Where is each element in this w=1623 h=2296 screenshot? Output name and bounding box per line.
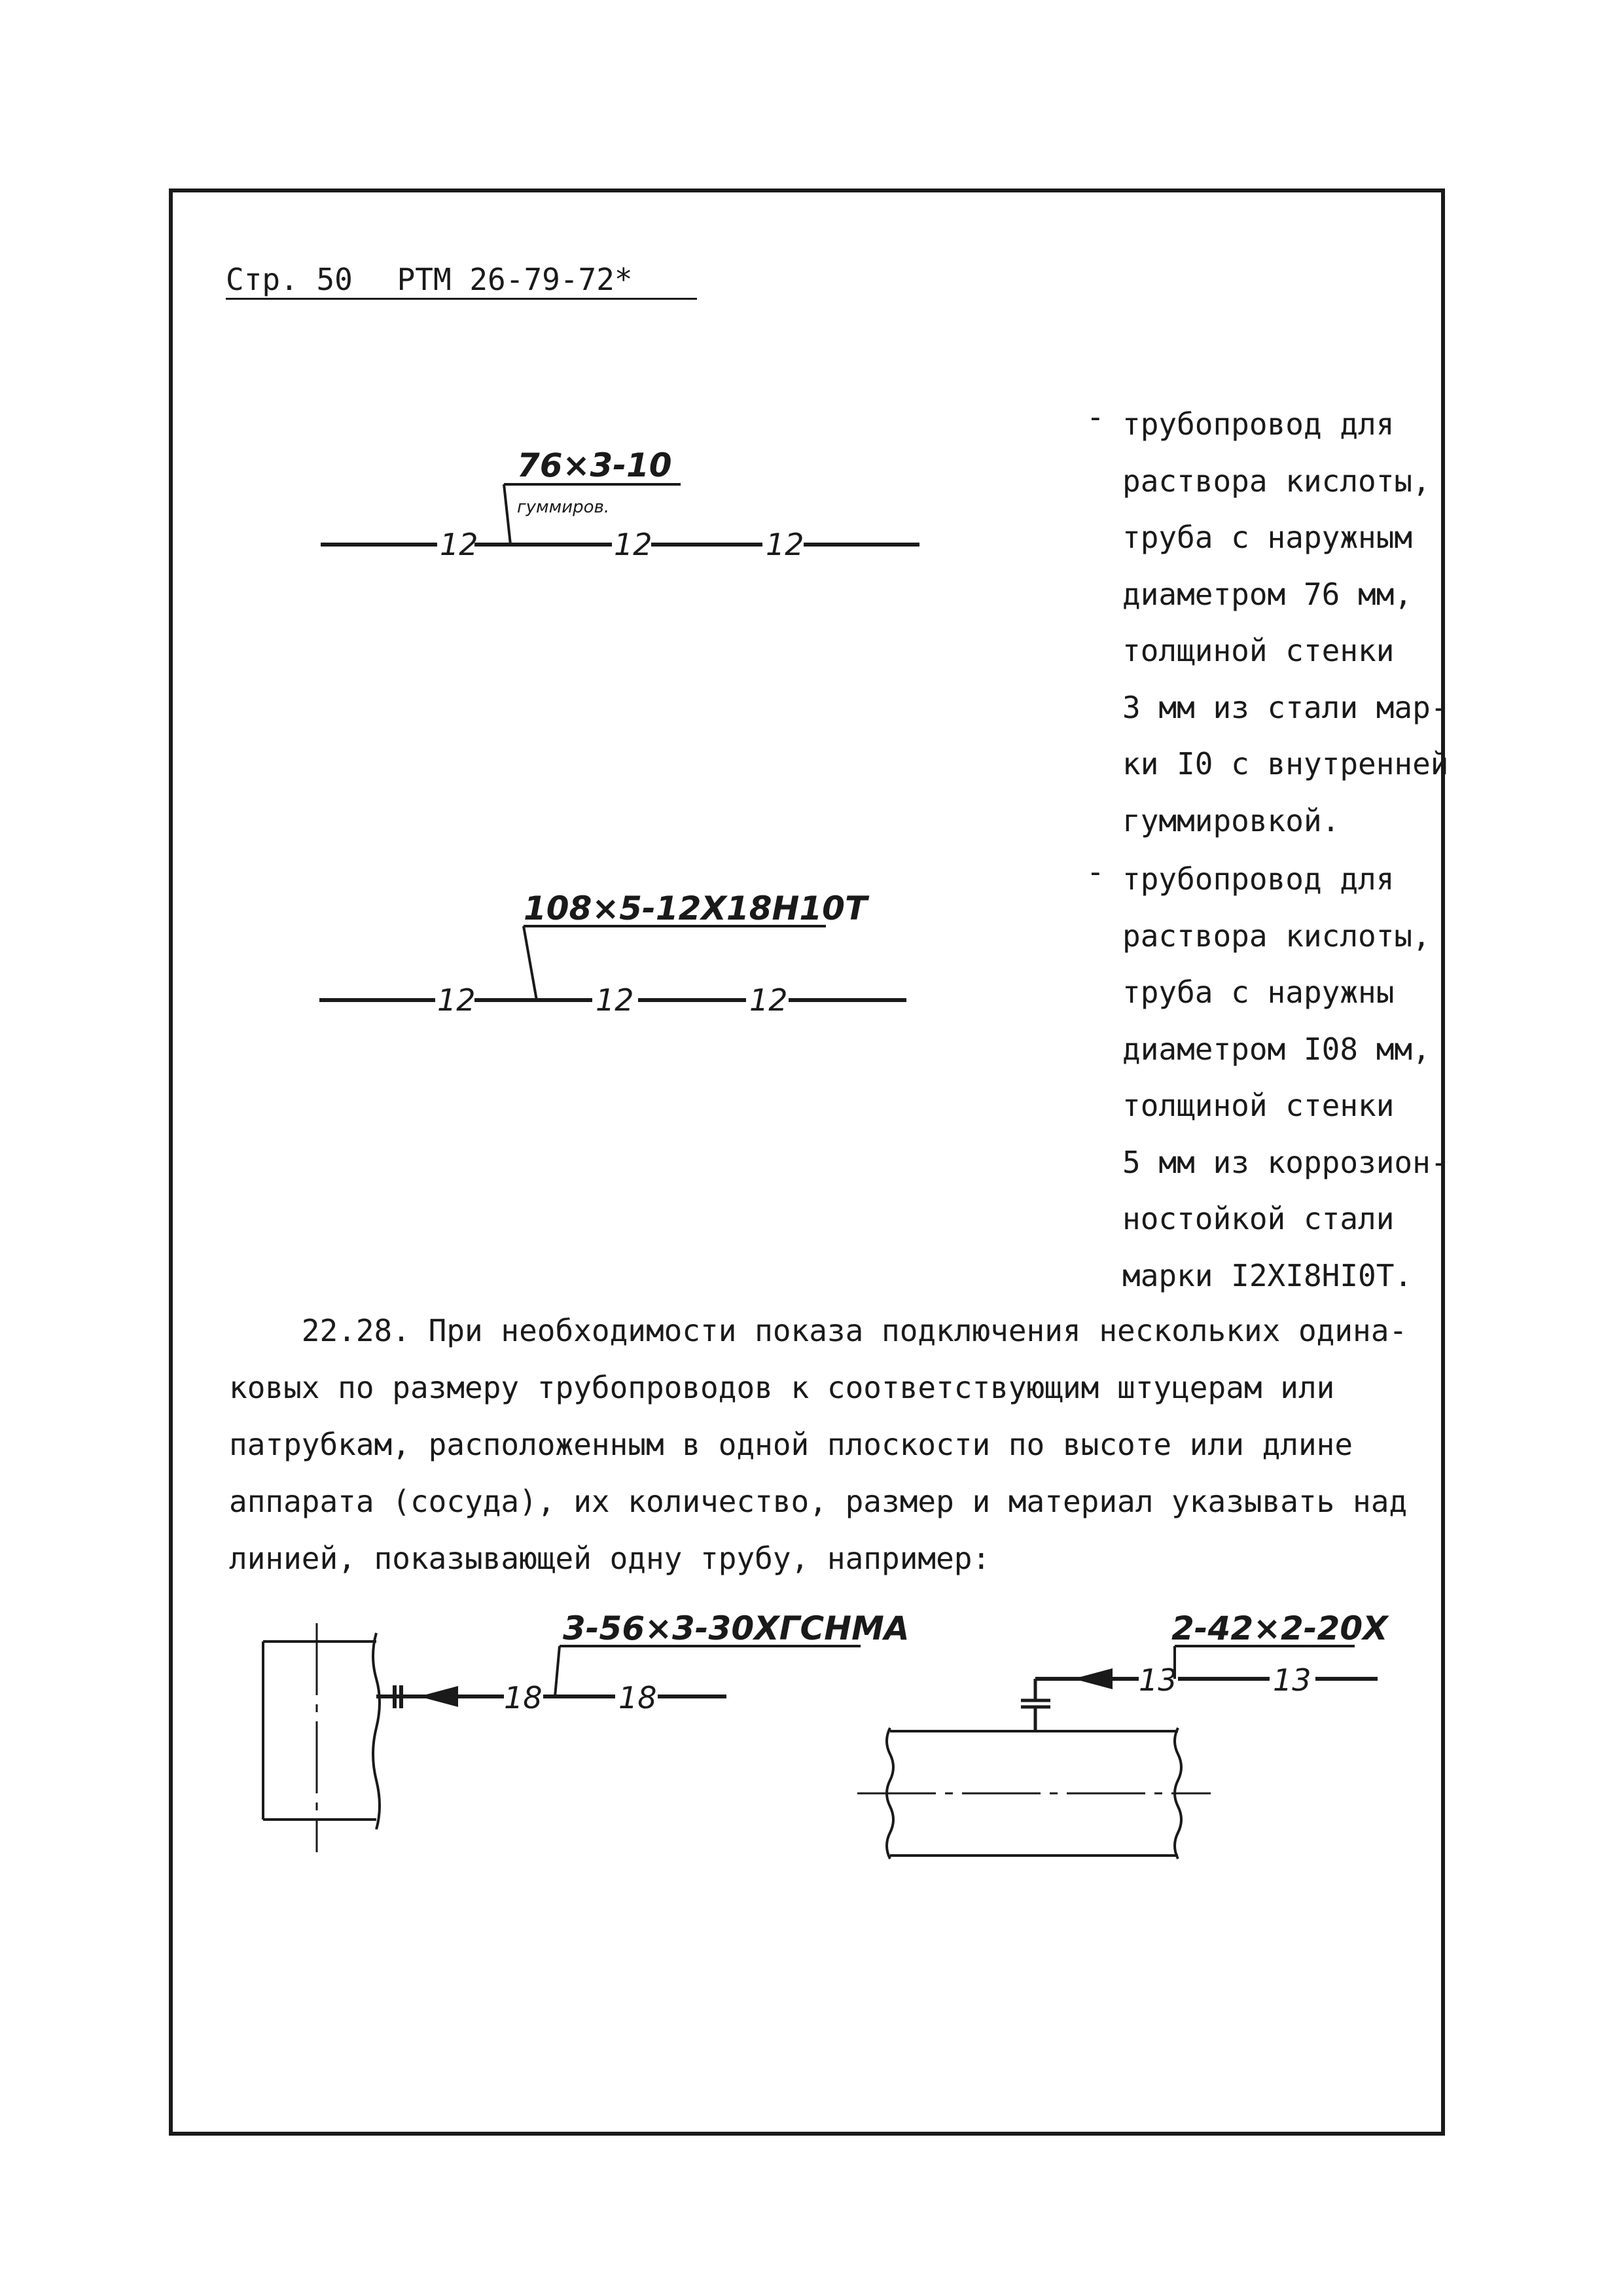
description-1 bbox=[1122, 396, 1449, 849]
paragraph-22-28 bbox=[229, 1302, 1407, 1587]
bullet-dash-2: - bbox=[1086, 854, 1105, 889]
d2-num-c: 12 bbox=[749, 982, 788, 1018]
desc1-line: ки I0 с внутренней bbox=[1122, 746, 1449, 781]
d1-num-c: 12 bbox=[766, 527, 804, 562]
d4-num-b: 13 bbox=[1273, 1662, 1311, 1698]
d2-num-b: 12 bbox=[596, 982, 634, 1018]
desc2-line: диаметром I08 мм, bbox=[1122, 1031, 1431, 1067]
diagram-3 bbox=[263, 1609, 910, 1852]
d4-label-top: 2-42×2-20Х bbox=[1171, 1609, 1388, 1647]
diagram-1 bbox=[321, 446, 919, 562]
paragraph-line: аппарата (сосуда), их количество, размер и материал указывать над bbox=[229, 1484, 1408, 1519]
d3-label-top: 3-56×3-30ХГСНМА bbox=[563, 1609, 910, 1647]
paragraph-line: патрубкам, расположенным в одной плоскости по высоте или длине bbox=[229, 1427, 1353, 1462]
desc2-line: трубопровод для bbox=[1122, 861, 1395, 897]
paragraph-line: ковых по размеру трубопроводов к соответствующим штуцерам или bbox=[229, 1370, 1335, 1405]
desc2-line: 5 мм из коррозион- bbox=[1122, 1144, 1449, 1180]
paragraph-line: линией, показывающей одну трубу, например: bbox=[229, 1541, 991, 1576]
diagram-2 bbox=[319, 889, 906, 1018]
d2-label-top: 108×5-12Х18Н10Т bbox=[524, 889, 868, 927]
desc1-line: гуммировкой. bbox=[1122, 802, 1340, 838]
d1-num-b: 12 bbox=[614, 527, 652, 562]
description-2 bbox=[1122, 851, 1449, 1304]
desc1-line: раствора кислоты, bbox=[1122, 463, 1431, 499]
desc2-line: толщиной стенки bbox=[1122, 1088, 1395, 1123]
d1-label-sub: гуммиров. bbox=[517, 497, 610, 517]
d2-num-a: 12 bbox=[437, 982, 476, 1018]
desc1-line: толщиной стенки bbox=[1122, 633, 1395, 668]
doc-code: РТМ 26-79-72* bbox=[397, 262, 633, 297]
d1-num-a: 12 bbox=[440, 527, 478, 562]
desc1-line: диаметром 76 мм, bbox=[1122, 576, 1413, 612]
desc1-line: 3 мм из стали мар- bbox=[1122, 689, 1449, 725]
diagram-4 bbox=[857, 1609, 1389, 1859]
d1-label-top: 76×3-10 bbox=[517, 446, 672, 484]
d3-num-b: 18 bbox=[618, 1680, 657, 1715]
desc2-line: марки I2ХI8НI0Т. bbox=[1122, 1257, 1413, 1293]
d3-num-a: 18 bbox=[504, 1680, 543, 1715]
desc1-line: трубопровод для bbox=[1122, 406, 1395, 442]
paragraph-line: 22.28. При необходимости показа подключения нескольких одина- bbox=[229, 1313, 1408, 1348]
desc1-line: труба с наружным bbox=[1122, 520, 1413, 555]
desc2-line: труба с наружны bbox=[1122, 975, 1395, 1010]
desc2-line: ностойкой стали bbox=[1122, 1201, 1395, 1236]
bullet-dash-1: - bbox=[1086, 399, 1105, 435]
page-label: Стр. 50 bbox=[226, 262, 353, 297]
desc2-line: раствора кислоты, bbox=[1122, 918, 1431, 954]
d4-num-a: 13 bbox=[1139, 1662, 1177, 1698]
